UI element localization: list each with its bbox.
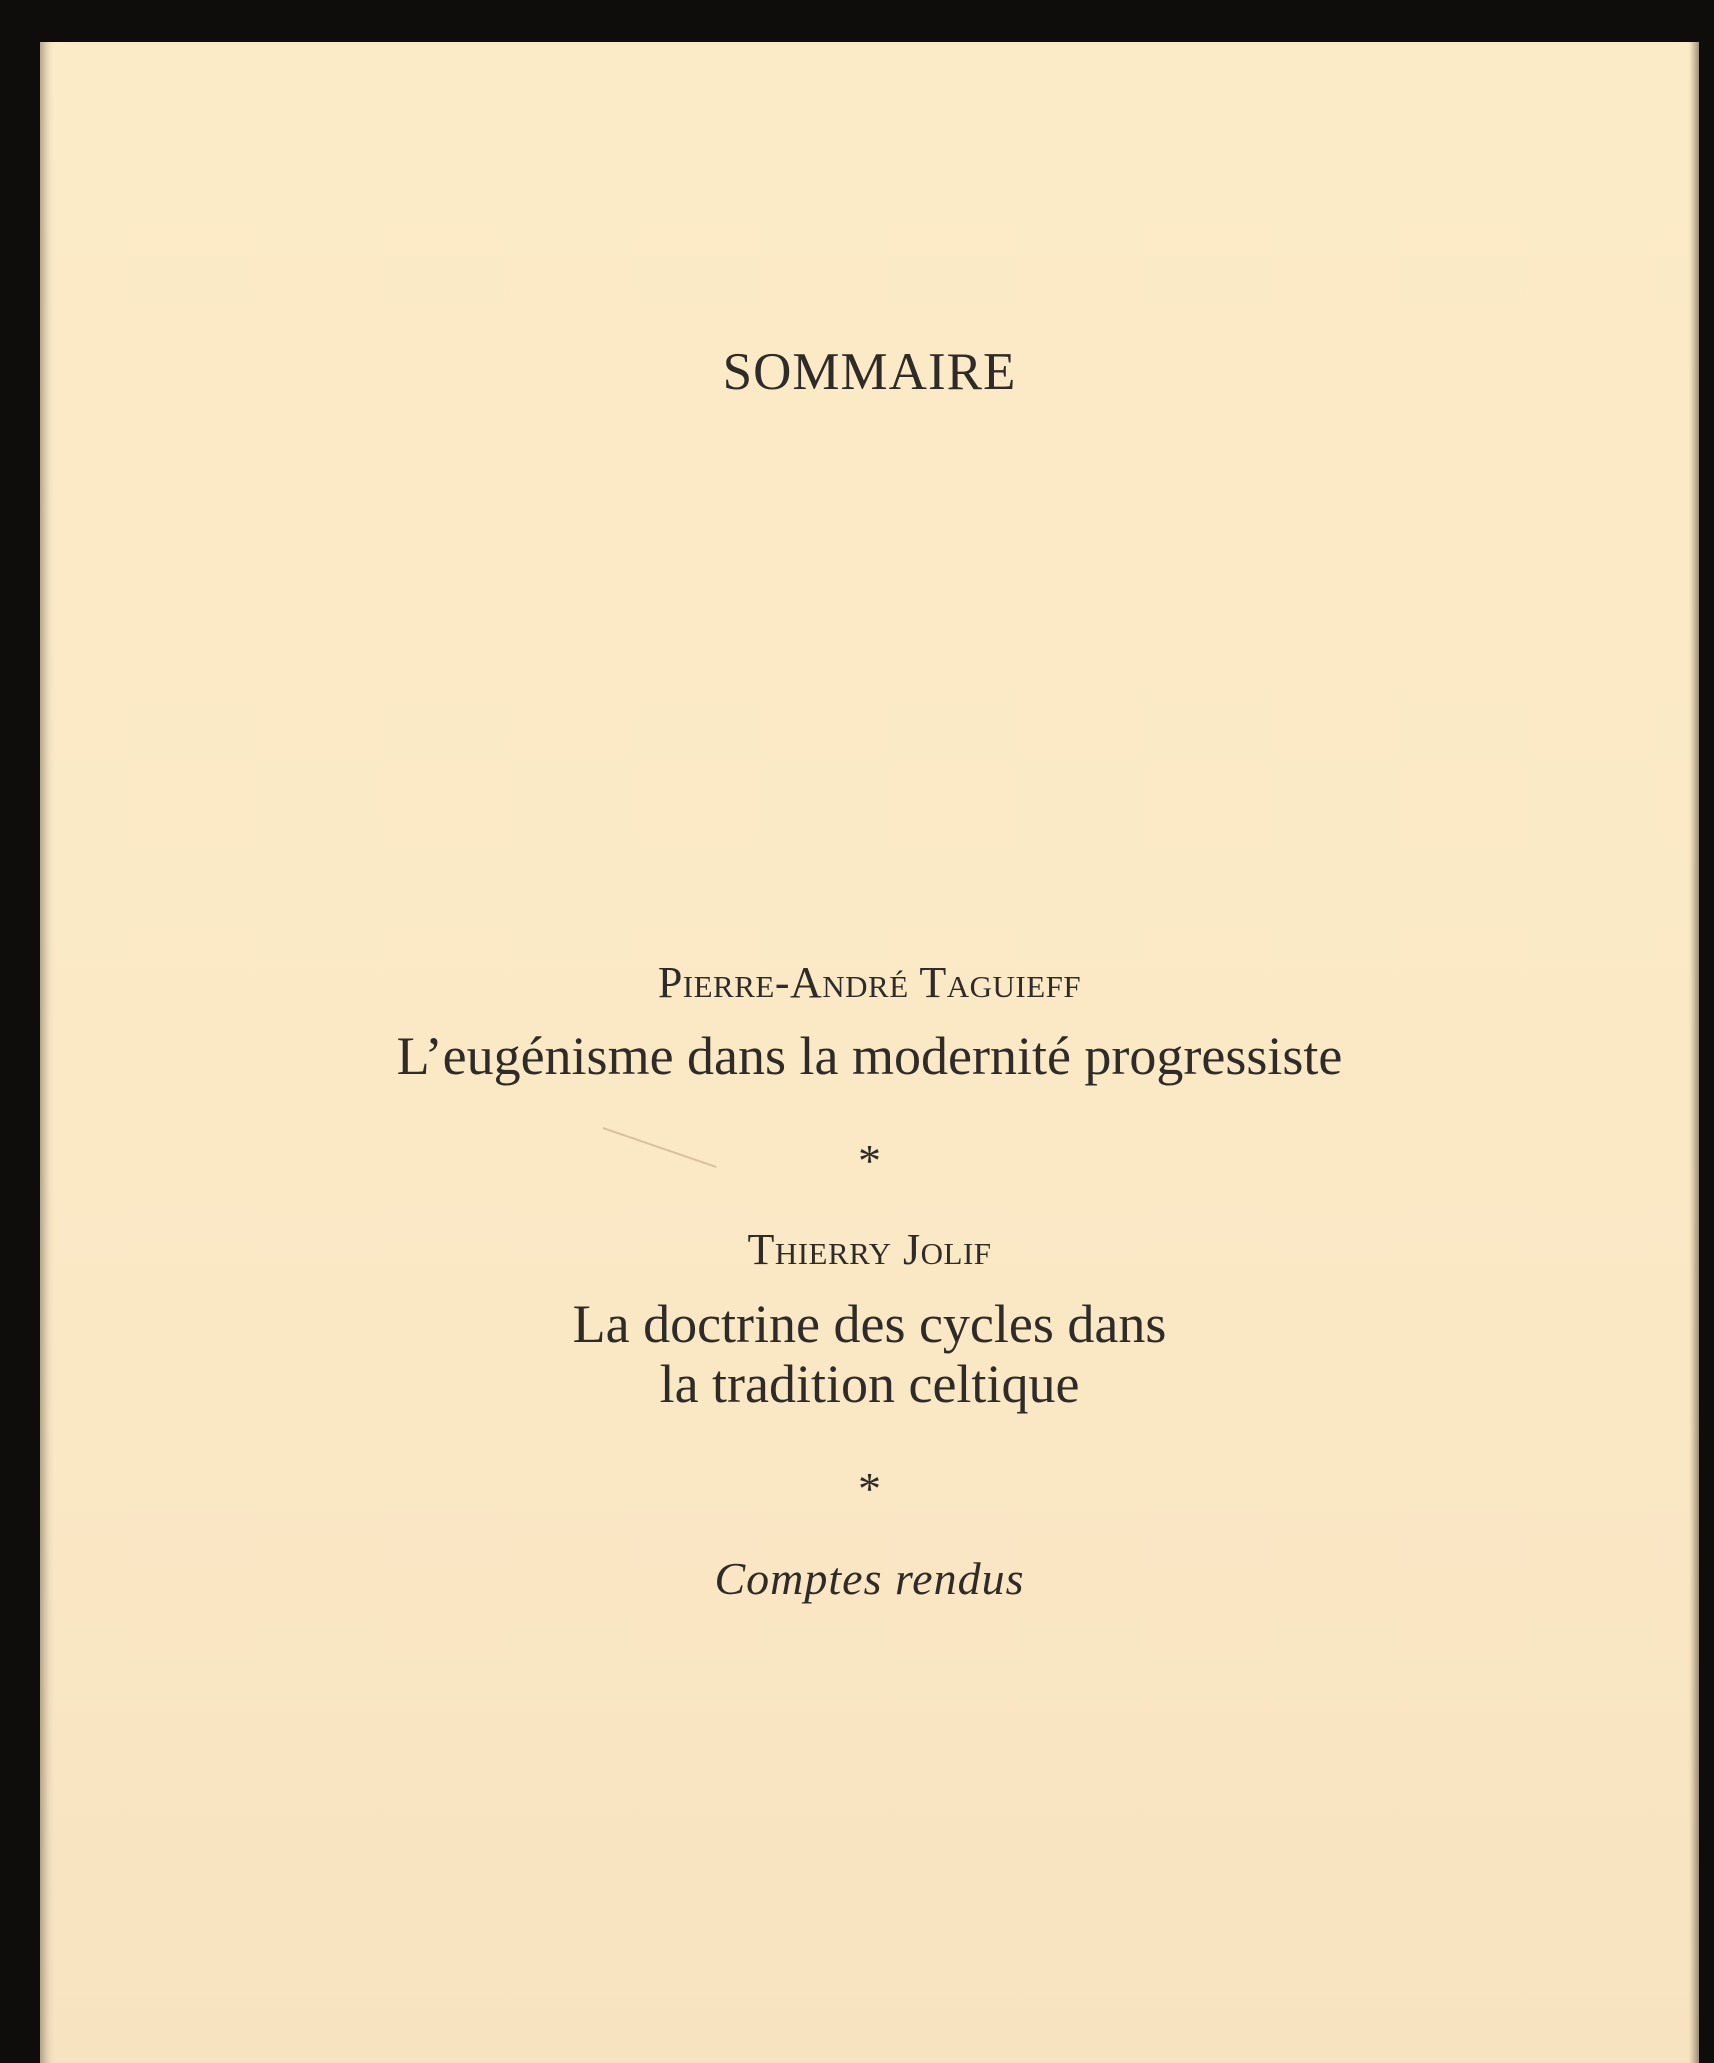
- author-name: Thierry Jolif: [747, 1225, 992, 1274]
- author-name: Pierre-André Taguieff: [657, 958, 1082, 1007]
- article-title-line: La doctrine des cycles dans: [572, 1294, 1167, 1354]
- separator-asterisk: *: [858, 1463, 881, 1514]
- separator-asterisk: *: [858, 1135, 881, 1186]
- contents-page: [40, 42, 1699, 2063]
- reviews-section-label: Comptes rendus: [714, 1553, 1025, 1604]
- article-title-line: la tradition celtique: [659, 1354, 1080, 1414]
- article-title: L’eugénisme dans la modernité progressiste: [396, 1026, 1343, 1086]
- page-title: SOMMAIRE: [722, 343, 1017, 401]
- article-title: [40, 1294, 1699, 1414]
